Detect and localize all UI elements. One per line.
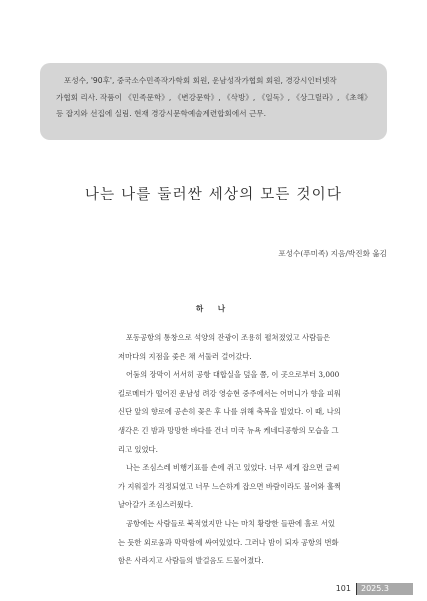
body-line: 리고 있었다. [118,444,158,454]
body-line: 나는 조심스레 비행기표를 손에 쥐고 있었다. 너무 세게 잡으면 글씨 [126,463,340,473]
page-number: 101 [331,583,357,595]
body-line: 저마다의 지점을 좇은 채 서둘러 걸어갔다. [118,351,252,361]
body-line: 어둠의 장막이 서서히 공항 대합실을 덮을 쯤, 이 곳으로부터 3,000 [126,370,340,380]
author-bio-line: 포성수, '90후', 중국소수민족작가학회 회원, 운남성작가협회 회원, 경강시인터넷작 [64,76,337,85]
body-line: 가 지워질가 걱정되였고 너무 느슨하게 잡으면 바람이라도 불어와 훌쩍 [118,481,341,491]
author-bio-box [40,63,387,140]
body-line: 함은 사라지고 사람들의 발걸음도 드물어졌다. [118,556,264,566]
body-line: 포동공항의 통창으로 석양의 잔광이 조용히 펼쳐졌었고 사람들은 [126,333,331,342]
body-line: 날아갈가 조심스러웠다. [118,500,194,510]
body-line: 신단 앞의 향로에 공손히 꽂은 후 나를 위해 축복을 빌었다. 이 때, 나의 [118,407,341,417]
page-footer [331,583,413,595]
article-body [118,329,391,571]
body-line: 공항에는 사람들로 북적였지만 나는 마치 황량한 들판에 홀로 서있 [126,518,335,528]
author-bio-line: 가협회 리사. 작품이 《민족문학》, 《변강문학》, 《삭방》, 《일독》, 《상그릴라》, 《초해》 [56,92,372,102]
section-heading: 하 나 [195,304,232,313]
issue-badge: 2025.3 [357,583,413,595]
article-title: 나는 나를 둘러싼 세상의 모든 것이다 [84,187,343,203]
author-byline: 포성수(푸미족) 지음/박진화 옮김 [278,249,387,258]
body-line: 는 듯한 외로움과 막막함에 싸여있었다. 그러나 밤이 되자 공항의 번화 [118,537,339,547]
author-bio-line: 등 잡지와 선집에 실림. 현재 경강시문학예술계련합회에서 근무. [56,109,267,118]
body-line: 킬로메터가 떨어진 운남성 려강 영승현 중주에서는 어머니가 향을 피워 [118,388,341,398]
body-line: 생각은 긴 밤과 망망한 바다를 건너 미국 뉴욕 케네디공항의 모습을 그 [118,425,339,435]
